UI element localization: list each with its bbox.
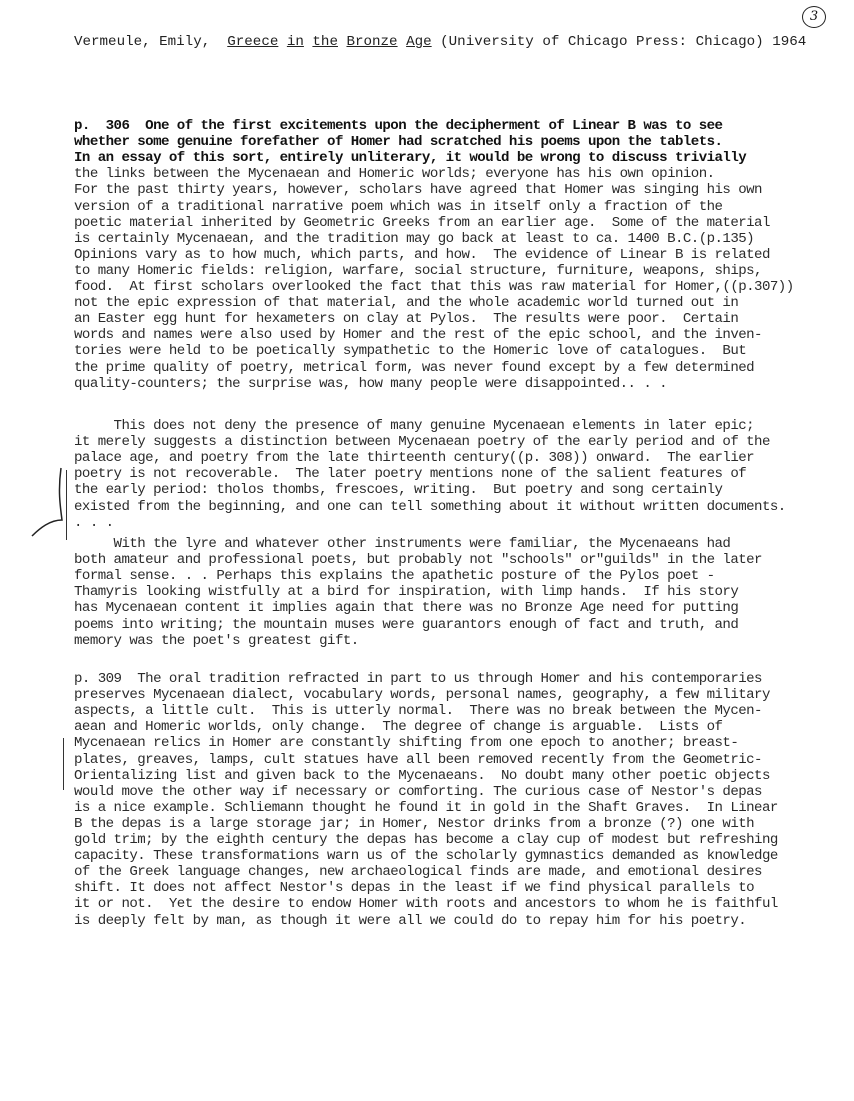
- text-line: the prime quality of poetry, metrical form, was never found except by a few determined: [74, 359, 755, 376]
- book-title-word: in: [286, 34, 304, 50]
- text-line: aspects, a little cult. This is utterly normal. There was no break between the Mycen-: [74, 703, 762, 720]
- text-line: would move the other way if necessary or comforting. The curious case of Nestor's depas: [74, 783, 762, 800]
- text-line: p. 306 One of the first excitements upon the decipherment of Linear B was to see: [74, 118, 723, 134]
- text-line: preserves Mycenaean dialect, vocabulary words, personal names, geography, a few military: [74, 687, 770, 704]
- text-line: to many Homeric fields: religion, warfare, social structure, furniture, weapons, ships,: [74, 262, 762, 279]
- text-line: Orientalizing list and given back to the Mycenaeans. No doubt many other poetic objects: [74, 767, 770, 784]
- text-line: This does not deny the presence of many genuine Mycenaean elements in later epic;: [74, 418, 755, 434]
- text-line: is a nice example. Schliemann thought he found it in gold in the Shaft Graves. In Linear: [74, 799, 778, 816]
- text-line: poetic material inherited by Geometric Greeks from an earlier age. Some of the material: [74, 214, 770, 231]
- text-line: formal sense. . . Perhaps this explains the apathetic posture of the Pylos poet -: [74, 568, 715, 585]
- text-line: poems into writing; the mountain muses were guarantors enough of fact and truth, and: [74, 616, 739, 633]
- text-line: Opinions vary as to how much, which parts, and how. The evidence of Linear B is related: [74, 246, 770, 263]
- text-line: an Easter egg hunt for hexameters on clay at Pylos. The results were poor. Certain: [74, 311, 739, 328]
- text-line: p. 309 The oral tradition refracted in part to us through Homer and his contemporaries: [74, 671, 762, 687]
- page-number-circle: 3: [802, 6, 826, 28]
- text-line: food. At first scholars overlooked the fact that this was raw material for Homer,((p.307)): [74, 279, 794, 295]
- text-line: both amateur and professional poets, but probably not "schools" or"guilds" in the later: [74, 552, 762, 569]
- text-line: With the lyre and whatever other instruments were familiar, the Mycenaeans had: [74, 536, 731, 552]
- text-line: the early period: tholos thombs, frescoes, writing. But poetry and song certainly: [74, 482, 723, 499]
- text-line: memory was the poet's greatest gift.: [74, 632, 359, 649]
- text-line: For the past thirty years, however, scholars have agreed that Homer was singing his own: [74, 182, 762, 199]
- text-line: has Mycenaean content it implies again that there was no Bronze Age need for putting: [74, 600, 739, 617]
- text-line: In an essay of this sort, entirely unliterary, it would be wrong to discuss trivially: [74, 150, 747, 167]
- margin-check-stroke: [32, 468, 62, 536]
- text-line: shift. It does not affect Nestor's depas in the least if we find physical parallels to: [74, 880, 755, 897]
- text-line: whether some genuine forefather of Homer had scratched his poems upon the tablets.: [74, 134, 723, 151]
- book-title-word: Age: [406, 34, 432, 50]
- text-line: Thamyris looking wistfully at a bird for inspiration, with limp hands. If his story: [74, 584, 739, 601]
- text-line: aean and Homeric worlds, only change. The degree of change is arguable. Lists of: [74, 719, 723, 736]
- text-line: not the epic expression of that material, and the whole academic world turned out in: [74, 295, 739, 312]
- text-line: version of a traditional narrative poem which was in itself only a fraction of the: [74, 198, 723, 215]
- text-line: is deeply felt by man, as though it were all we could do to repay him for his poetry.: [74, 912, 747, 929]
- text-line: . . .: [74, 514, 114, 531]
- text-line: words and names were also used by Homer and the rest of the epic school, and the inven-: [74, 327, 762, 344]
- text-line: of the Greek language changes, new archaeological finds are made, and emotional desires: [74, 864, 762, 881]
- text-line: quality-counters; the surprise was, how many people were disappointed.. . .: [74, 375, 668, 392]
- citation-publisher: (University of Chicago Press: Chicago) 1964: [440, 34, 807, 50]
- book-title-word: Bronze: [346, 34, 398, 50]
- text-line: capacity. These transformations warn us of the scholarly gymnastics demanded as knowledge: [74, 848, 778, 865]
- text-line: is certainly Mycenaean, and the tradition may go back at least to ca. 1400 B.C.(p.135): [74, 230, 755, 247]
- text-line: poetry is not recoverable. The later poetry mentions none of the salient features of: [74, 466, 747, 483]
- text-line: existed from the beginning, and one can tell something about it without written documents.: [74, 498, 786, 515]
- text-line: it merely suggests a distinction between Mycenaean poetry of the early period and of the: [74, 434, 770, 451]
- text-line: palace age, and poetry from the late thirteenth century((p. 308)) onward. The earlier: [74, 450, 755, 467]
- text-line: it or not. Yet the desire to endow Homer with roots and ancestors to whom he is faithful: [74, 896, 778, 913]
- text-line: the links between the Mycenaean and Homeric worlds; everyone has his own opinion.: [74, 166, 715, 183]
- book-title-word: the: [312, 34, 338, 50]
- text-line: Mycenaean relics in Homer are constantly shifting from one epoch to another; breast-: [74, 735, 739, 752]
- text-line: B the depas is a large storage jar; in Homer, Nestor drinks from a bronze (?) one with: [74, 815, 755, 832]
- book-title-word: Greece: [227, 34, 279, 50]
- text-line: plates, greaves, lamps, cult statues have all been removed recently from the Geometric-: [74, 751, 762, 768]
- text-line: gold trim; by the eighth century the depas has become a clay cup of modest but refreshing: [74, 832, 778, 848]
- citation-author: Vermeule, Emily,: [74, 34, 211, 50]
- text-line: tories were held to be poetically sympathetic to the Homeric love of catalogues. But: [74, 343, 747, 360]
